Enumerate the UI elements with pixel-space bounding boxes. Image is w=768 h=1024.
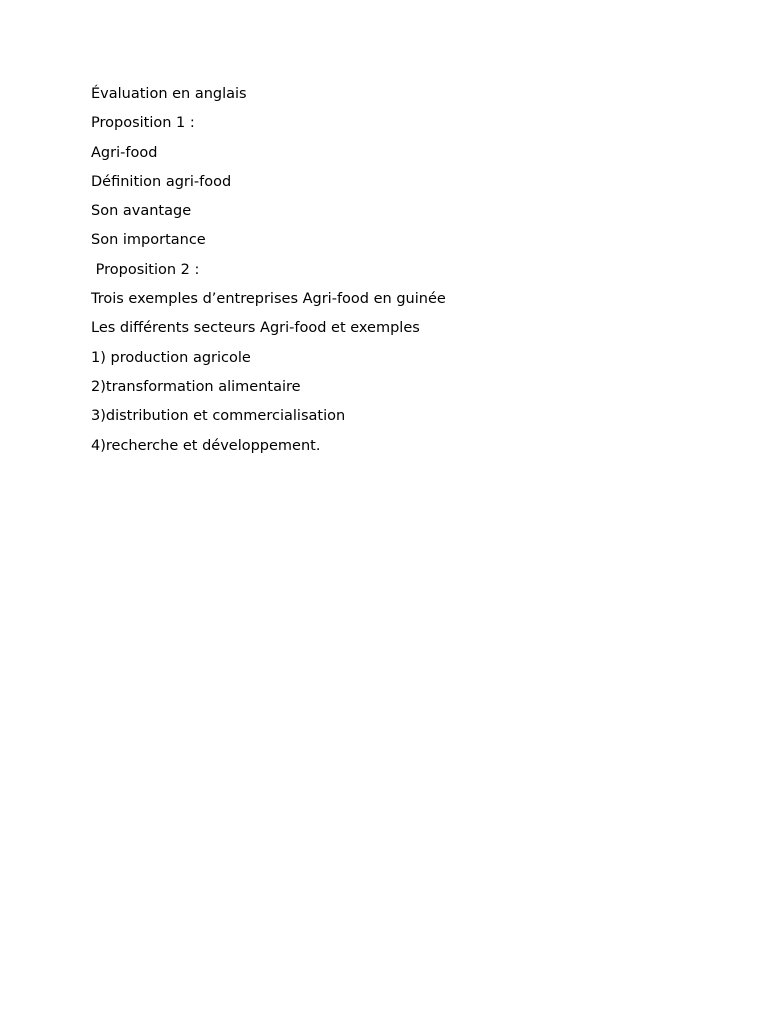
list-item: 4)recherche et développement. (91, 437, 321, 454)
text-line: Trois exemples d’entreprises Agri-food en guinée (91, 291, 446, 308)
proposition-1-heading: Proposition 1 : (91, 115, 195, 132)
text-line: Les différents secteurs Agri-food et exemples (91, 320, 420, 337)
text-line: Définition agri-food (91, 173, 232, 190)
document-title: Évaluation en anglais (91, 86, 247, 102)
document-body (91, 84, 691, 465)
list-item: 3)distribution et commercialisation (91, 408, 346, 425)
list-item: 2)transformation alimentaire (91, 378, 301, 395)
text-line: Son avantage (91, 203, 192, 220)
text-line: Agri-food (91, 144, 158, 161)
list-item: 1) production agricole (91, 349, 251, 366)
text-line: Son importance (91, 232, 206, 249)
proposition-2-heading: Proposition 2 : (91, 261, 200, 278)
